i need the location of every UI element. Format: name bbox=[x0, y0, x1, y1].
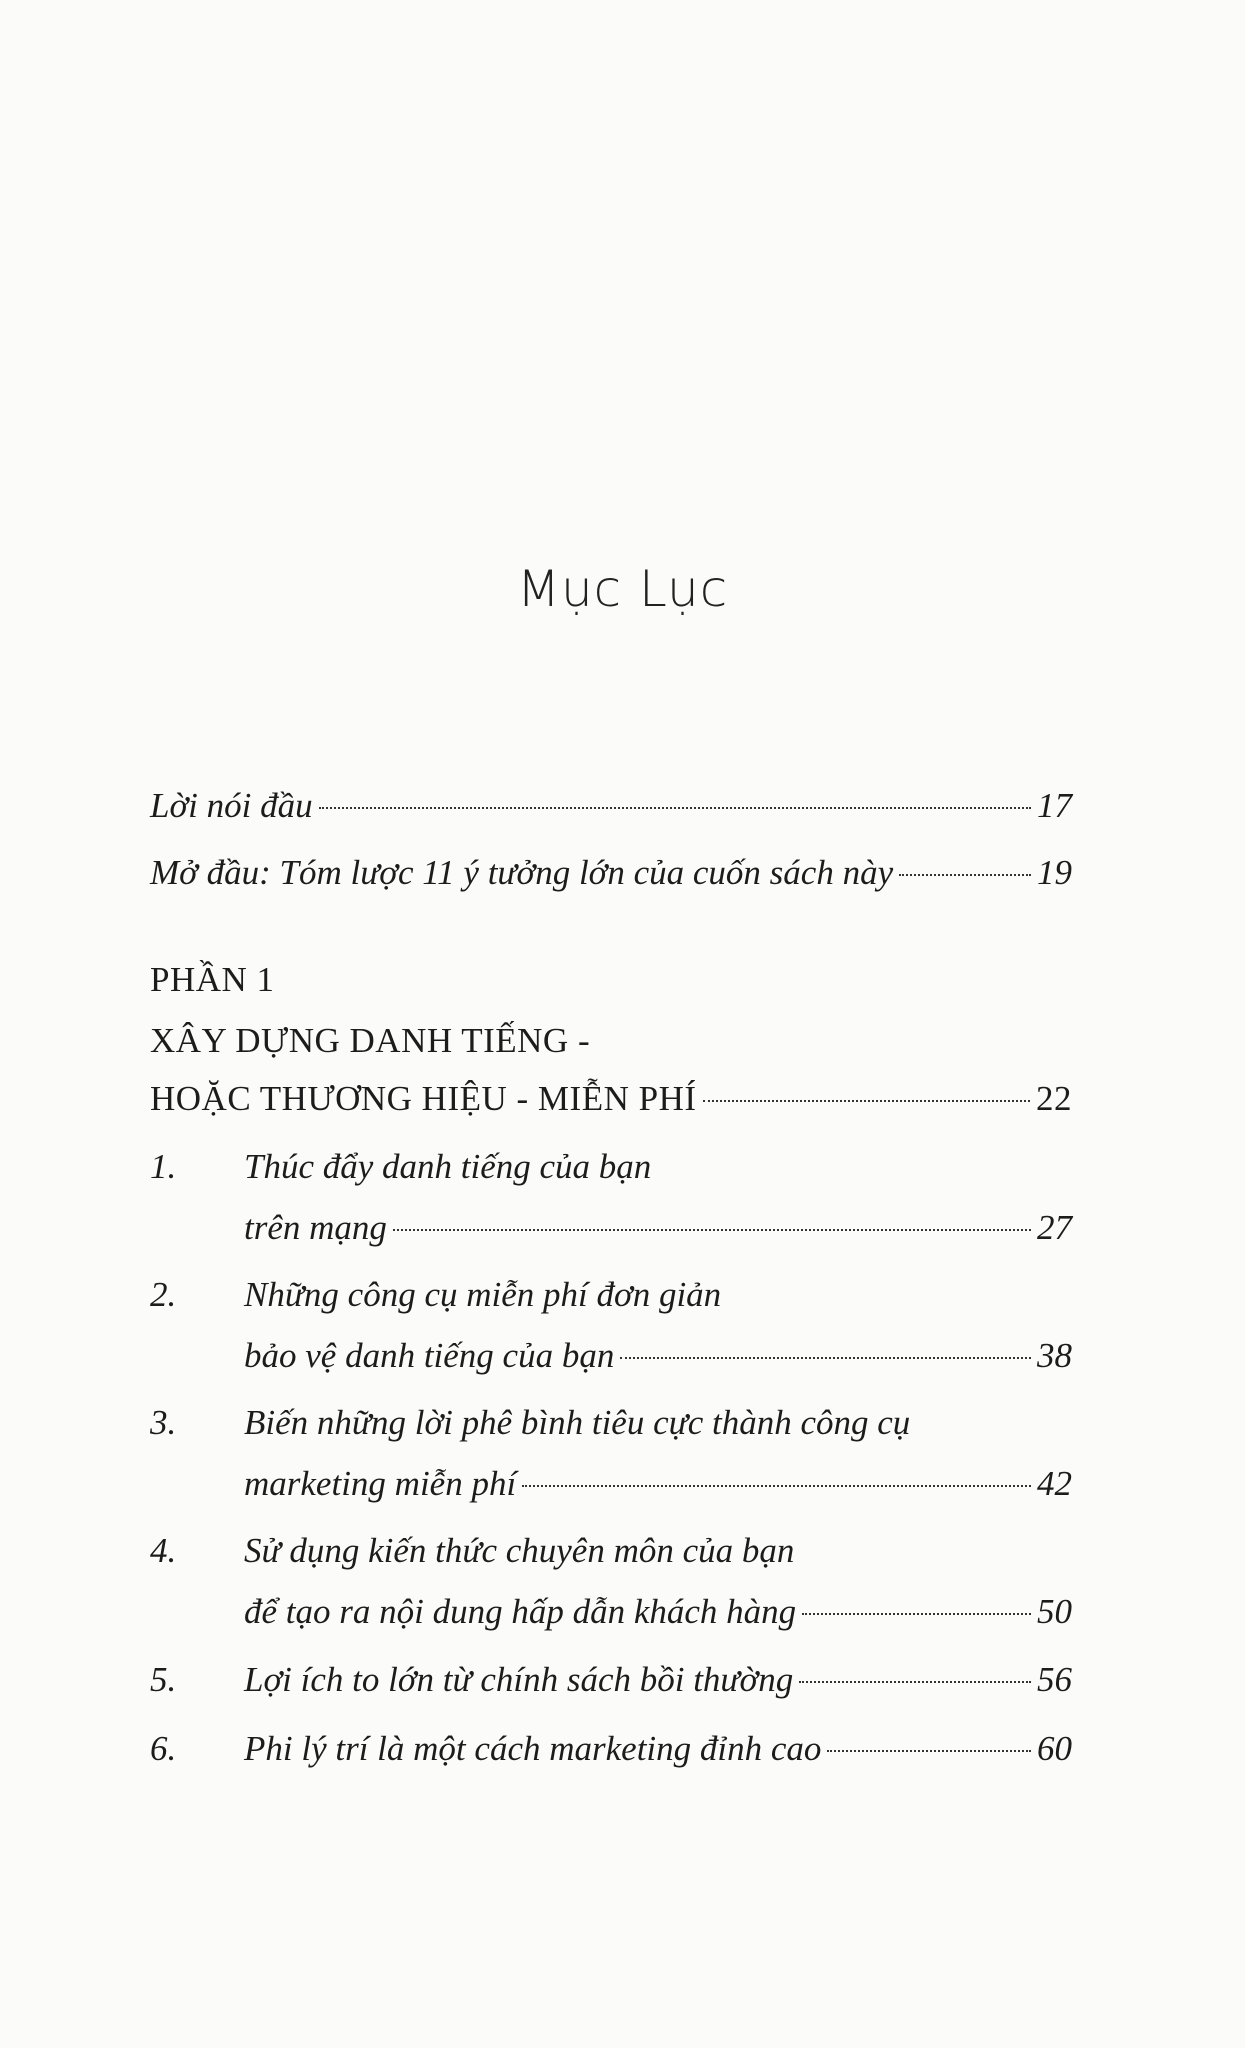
chapter-number: 4. bbox=[150, 1531, 177, 1570]
chapter-number: 2. bbox=[150, 1275, 177, 1314]
chapter-title: Lợi ích to lớn từ chính sách bồi thường bbox=[244, 1660, 794, 1699]
chapter-title-cont: trên mạng bbox=[244, 1208, 387, 1247]
part-title-line2-row bbox=[150, 1075, 1072, 1123]
table-of-contents bbox=[150, 782, 1072, 1773]
chapter-title: Phi lý trí là một cách marketing đỉnh cao bbox=[244, 1729, 822, 1768]
chapter-title: Những công cụ miễn phí đơn giản bbox=[244, 1275, 722, 1314]
dot-leader bbox=[899, 874, 1031, 876]
chapter-3-line2 bbox=[150, 1460, 1072, 1508]
chapter-2-line2 bbox=[150, 1332, 1072, 1380]
page-title: Mục Lục bbox=[516, 560, 729, 618]
dot-leader bbox=[393, 1229, 1031, 1231]
part-label: PHẦN 1 bbox=[150, 960, 275, 999]
chapter-6 bbox=[150, 1725, 1072, 1773]
chapter-5 bbox=[150, 1656, 1072, 1704]
toc-entry-label: Mở đầu: Tóm lược 11 ý tưởng lớn của cuốn sách này bbox=[150, 853, 894, 892]
chapter-2-line1 bbox=[150, 1271, 1072, 1319]
chapter-title: Biến những lời phê bình tiêu cực thành công cụ bbox=[244, 1403, 911, 1442]
chapter-title-cont: bảo vệ danh tiếng của bạn bbox=[244, 1336, 615, 1375]
dot-leader bbox=[827, 1750, 1031, 1752]
chapter-3-line1 bbox=[150, 1399, 1072, 1447]
chapter-page: 56 bbox=[1037, 1660, 1072, 1699]
dot-leader bbox=[703, 1100, 1031, 1102]
chapter-4-line1 bbox=[150, 1527, 1072, 1575]
chapter-page: 27 bbox=[1037, 1208, 1072, 1247]
chapter-number: 1. bbox=[150, 1147, 177, 1186]
dot-leader bbox=[620, 1357, 1031, 1359]
part-title-line1: XÂY DỰNG DANH TIẾNG - bbox=[150, 1021, 591, 1060]
dot-leader bbox=[799, 1681, 1031, 1683]
chapter-page: 50 bbox=[1037, 1592, 1072, 1631]
dot-leader bbox=[522, 1485, 1031, 1487]
chapter-page: 38 bbox=[1037, 1336, 1072, 1375]
chapter-title: Sử dụng kiến thức chuyên môn của bạn bbox=[244, 1531, 795, 1570]
chapter-1-line2 bbox=[150, 1204, 1072, 1252]
chapter-title: Thúc đẩy danh tiếng của bạn bbox=[244, 1147, 652, 1186]
chapter-4-line2 bbox=[150, 1588, 1072, 1636]
toc-entry-foreword bbox=[150, 782, 1072, 830]
chapter-number: 5. bbox=[150, 1660, 177, 1699]
dot-leader bbox=[319, 807, 1031, 809]
chapter-title-cont: marketing miễn phí bbox=[244, 1464, 517, 1503]
part-page: 22 bbox=[1036, 1079, 1072, 1118]
chapter-title-cont: để tạo ra nội dung hấp dẫn khách hàng bbox=[244, 1592, 797, 1631]
toc-entry-page: 17 bbox=[1037, 786, 1072, 825]
toc-entry-introduction bbox=[150, 849, 1072, 897]
chapter-title-row bbox=[150, 1725, 821, 1773]
chapter-number: 3. bbox=[150, 1403, 177, 1442]
chapter-1-line1 bbox=[150, 1143, 1072, 1191]
part-title-line2: HOẶC THƯƠNG HIỆU - MIỄN PHÍ bbox=[150, 1079, 697, 1118]
chapter-page: 42 bbox=[1037, 1464, 1072, 1503]
dot-leader bbox=[802, 1613, 1031, 1615]
toc-entry-label: Lời nói đầu bbox=[150, 786, 313, 825]
chapter-title-row bbox=[150, 1656, 793, 1704]
toc-entry-page: 19 bbox=[1037, 853, 1072, 892]
chapter-page: 60 bbox=[1037, 1729, 1072, 1768]
chapter-number: 6. bbox=[150, 1729, 177, 1768]
